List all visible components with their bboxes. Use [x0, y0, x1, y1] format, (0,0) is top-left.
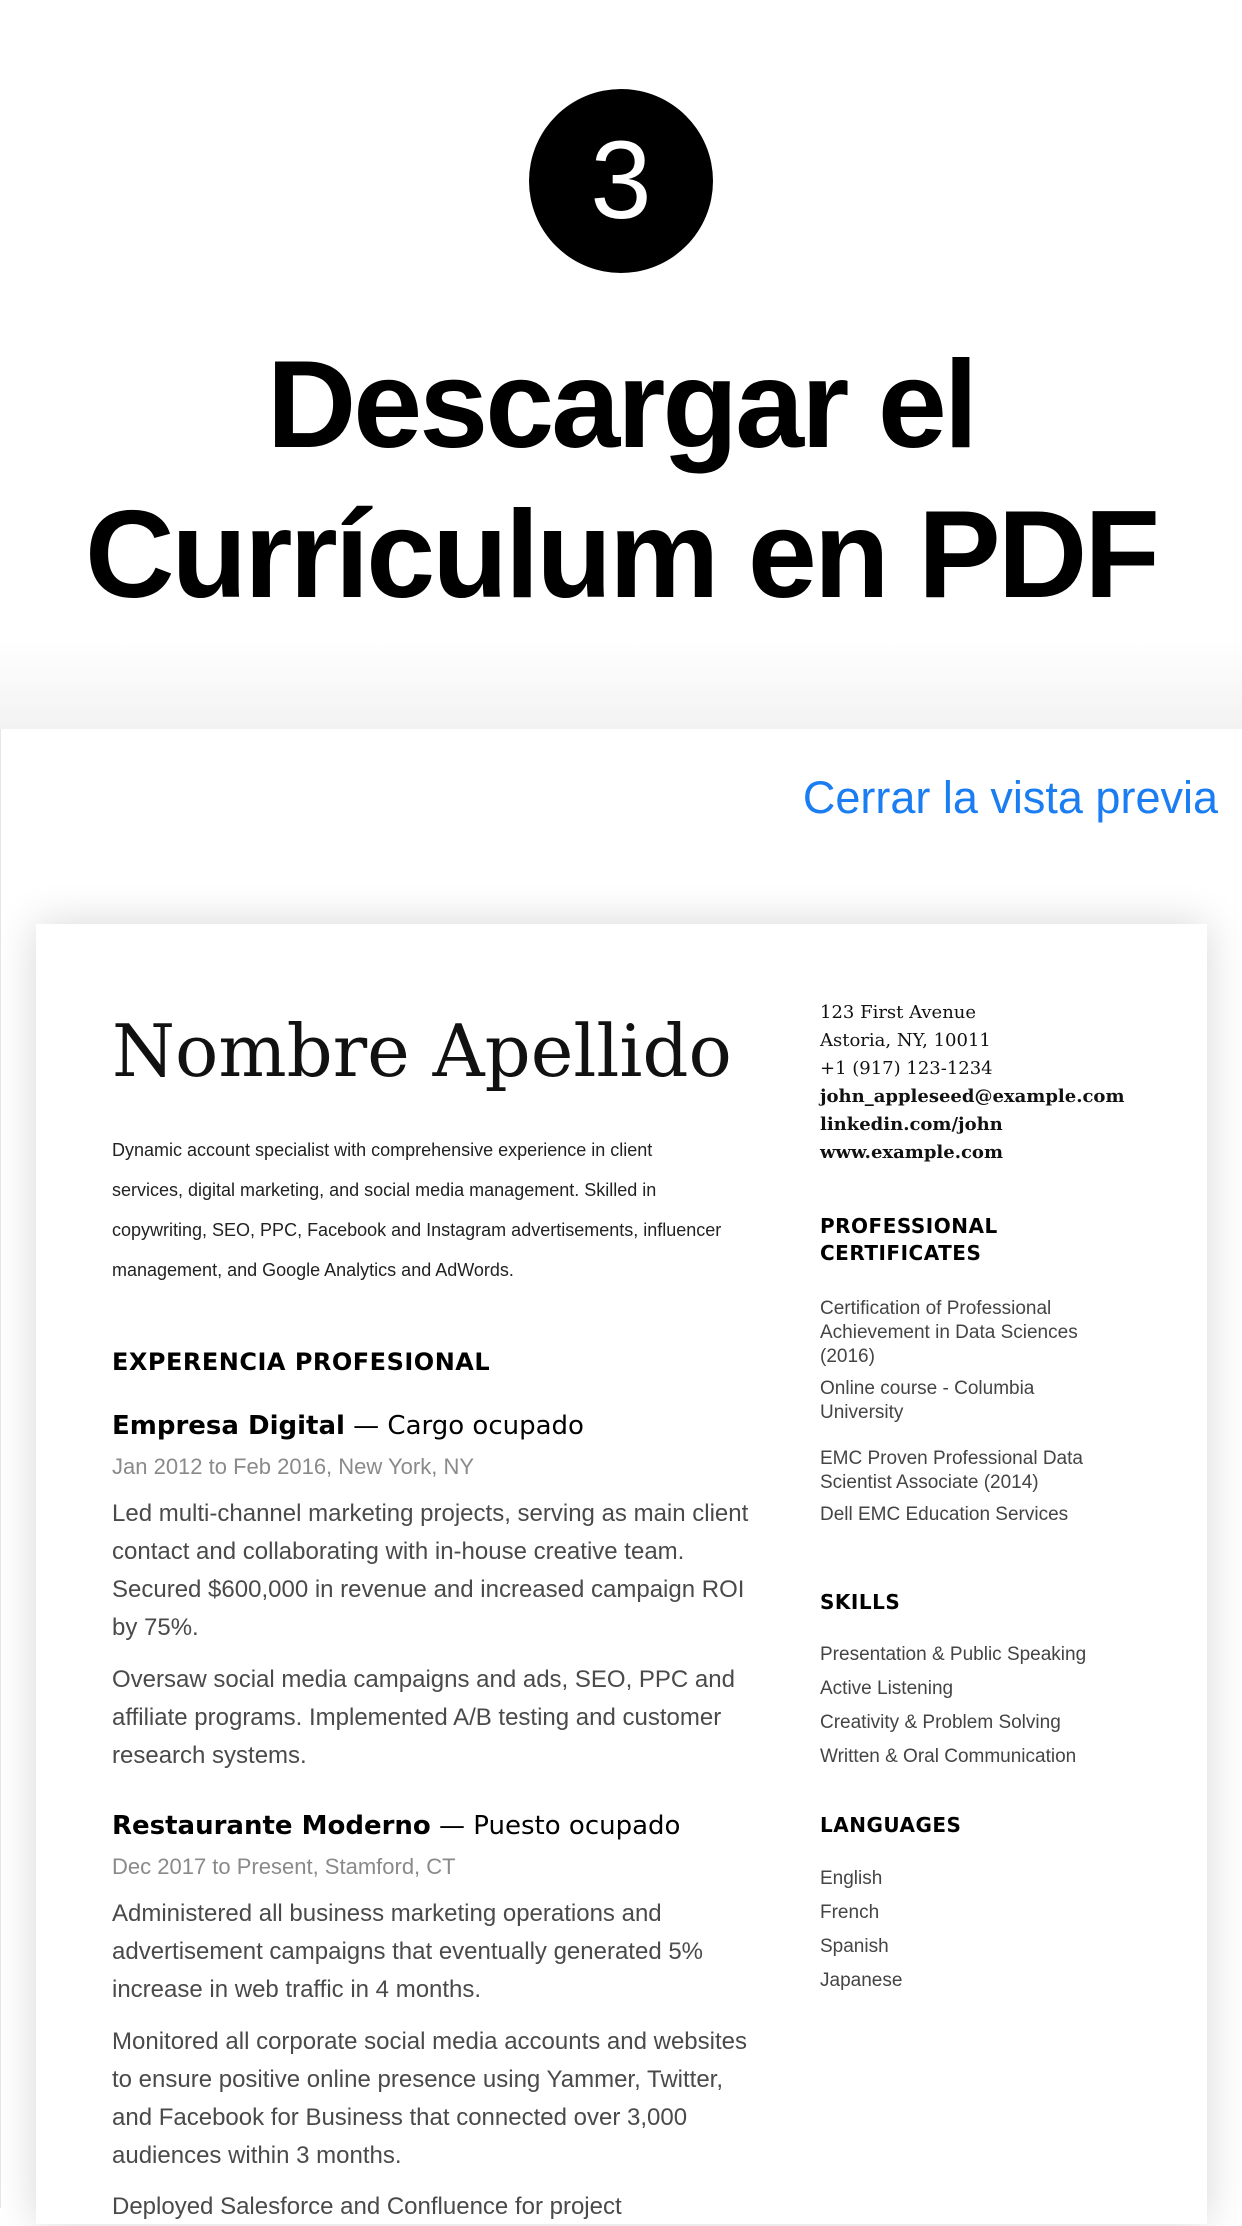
job-description: Led multi-channel marketing projects, serving as main client contact and collaborating with in-house creative team. Secured $600,000 in revenue and increased campaign ROI by 75%.: [112, 1500, 749, 1641]
language-item: Japanese: [820, 1970, 903, 1991]
contact-email: john_appleseed@example.com: [820, 1086, 1125, 1107]
job-role: — Puesto ocupado: [430, 1811, 681, 1841]
certificate-item: Online course - Columbia University: [820, 1378, 1035, 1423]
certificate-item: EMC Proven Professional Data Scientist Associate (2014): [820, 1448, 1083, 1493]
skill-item: Active Listening: [820, 1678, 954, 1699]
skill-item: Written & Oral Communication: [820, 1746, 1077, 1767]
language-item: Spanish: [820, 1936, 889, 1957]
skill-item: Presentation & Public Speaking: [820, 1644, 1087, 1665]
certificate-item: Certification of Professional Achievement in Data Sciences (2016): [820, 1298, 1078, 1367]
contact-info: [820, 999, 1125, 1167]
languages-list: [820, 1862, 902, 1998]
certificate-item: Dell EMC Education Services: [820, 1504, 1069, 1525]
resume-name: Nombre Apellido: [112, 1009, 732, 1093]
languages-section-title: LANGUAGES: [820, 1813, 962, 1837]
language-item: French: [820, 1902, 880, 1923]
skill-item: Creativity & Problem Solving: [820, 1712, 1061, 1733]
job-description: Administered all business marketing operations and advertisement campaigns that eventually generated 5% increase in web traffic in 4 months.: [112, 1900, 704, 2003]
close-preview-link[interactable]: Cerrar la vista previa: [802, 772, 1218, 823]
page-title-line-2: Currículum en PDF: [84, 486, 1158, 624]
language-item: English: [820, 1868, 883, 1889]
certificates-title-line-2: CERTIFICATES: [820, 1241, 982, 1265]
job-heading: [112, 1409, 584, 1443]
job-description: Oversaw social media campaigns and ads, SEO, PPC and affiliate programs. Implemented A/B testing and customer research systems.: [112, 1666, 735, 1769]
certificates-title-line-1: PROFESSIONAL: [820, 1214, 998, 1238]
resume-summary: Dynamic account specialist with comprehensive experience in client services, digital marketing, and social media management. Skilled in copywriting, SEO, PPC, Facebook and Instagram advertisements, influencer management, and Google Analytics and AdWords.: [112, 1140, 722, 1280]
contact-address-line-2: Astoria, NY, 10011: [820, 1030, 991, 1051]
job-description: Monitored all corporate social media accounts and websites to ensure positive online presence using Yammer, Twitter, and Facebook for Business that connected over 3,000 audiences within 3 months.: [112, 2028, 748, 2169]
job-heading: [112, 1809, 680, 1843]
job-company: Empresa Digital: [112, 1411, 345, 1441]
experience-section-title: EXPERENCIA PROFESIONAL: [112, 1348, 491, 1376]
skills-list: [820, 1638, 1086, 1774]
step-number: 3: [590, 119, 652, 242]
step-number-badge: [529, 89, 713, 273]
certificates-list: [820, 1297, 1120, 1527]
contact-address-line-1: 123 First Avenue: [820, 1002, 977, 1023]
contact-linkedin: linkedin.com/john: [820, 1114, 1003, 1135]
page-title-line-1: Descargar el: [266, 336, 976, 474]
certificates-section-title: [820, 1213, 998, 1267]
contact-phone: +1 (917) 123-1234: [820, 1058, 993, 1079]
contact-website: www.example.com: [820, 1142, 1003, 1163]
job-company: Restaurante Moderno: [112, 1811, 431, 1841]
job-role: — Cargo ocupado: [344, 1411, 584, 1441]
job-dates-location: Dec 2017 to Present, Stamford, CT: [112, 1854, 456, 1879]
skills-section-title: SKILLS: [820, 1590, 901, 1614]
page-title: [0, 330, 1242, 630]
job-dates-location: Jan 2012 to Feb 2016, New York, NY: [112, 1454, 475, 1479]
job-description: Deployed Salesforce and Confluence for project: [112, 2193, 622, 2220]
resume-preview-page: [36, 924, 1207, 2224]
section-divider: [0, 640, 1242, 730]
